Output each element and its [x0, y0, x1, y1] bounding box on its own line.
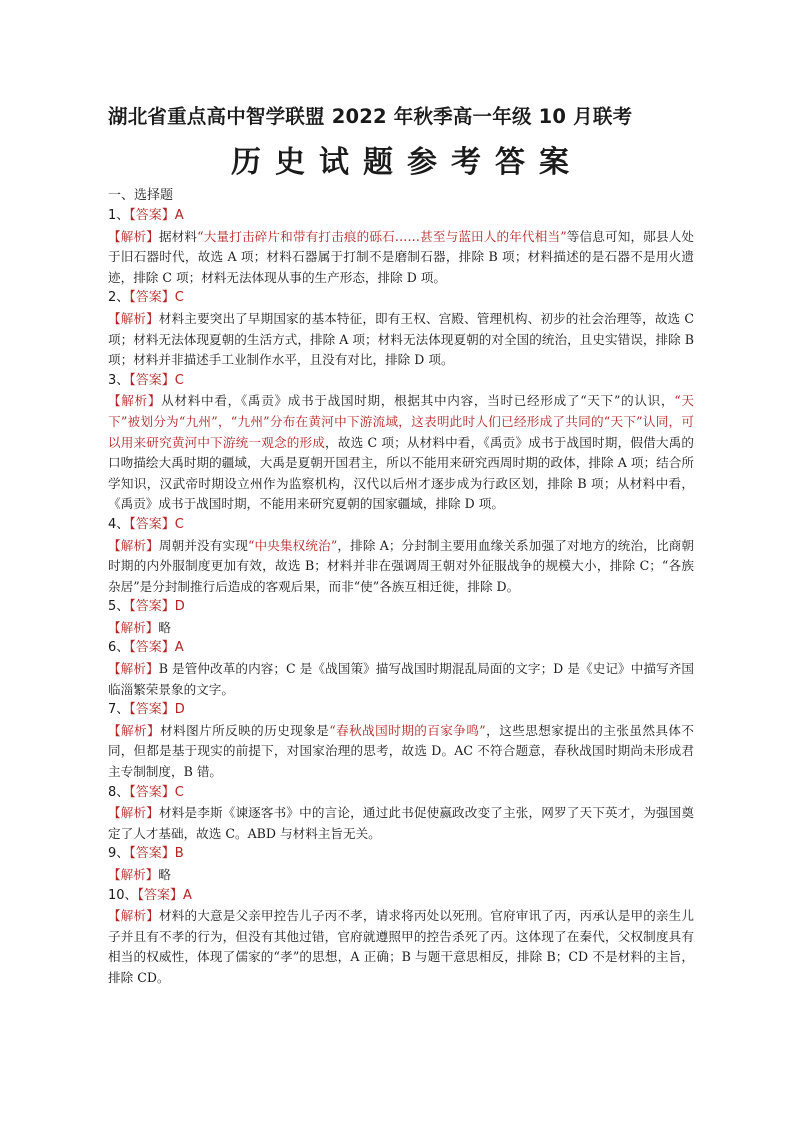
answer-line [108, 288, 694, 309]
question-number: 5、 [108, 599, 130, 615]
question-item [108, 206, 694, 288]
answer-line [108, 371, 694, 392]
answer-line [108, 638, 694, 659]
question-list [108, 206, 694, 989]
question-item [108, 783, 694, 845]
question-item [108, 886, 694, 989]
question-number: 8、 [108, 784, 130, 800]
analysis-body: 略 [158, 619, 171, 635]
analysis-label: 【解析】 [108, 805, 159, 821]
analysis-quote: “中央集权统治” [247, 537, 338, 553]
analysis-label: 【解析】 [108, 393, 162, 409]
analysis-text [108, 227, 694, 289]
analysis-label: 【解析】 [108, 661, 159, 677]
answer-value: 【答案】A [129, 208, 184, 223]
question-item [108, 844, 694, 885]
answer-line [108, 844, 694, 865]
analysis-text [108, 721, 694, 783]
analysis-text [108, 659, 694, 700]
question-item [108, 371, 694, 515]
analysis-body-cont: ，故选 C 项；从材料中看，《禹贡》成书于战国时期，假借大禹的口吻描绘大禹时期的疆域，大禹是夏朝开国君主，所以不能用来研究西周时期的政体，排除 A 项；结合所学知识，汉武帝时期设立州作为监察机构，汉代以后州才逐步成为行政区划，排除 B 项；从材料中看，《禹贡》成书于战国时期，不能用来研究夏朝的国家疆域，排除 D 项。 [108, 434, 695, 512]
question-number: 10、 [108, 887, 138, 903]
analysis-body-cont: 等信息可知，郧县人处于旧石器时代，故选 A 项；材料石器属于打制不是磨制石器，排除 B 项；材料描述的是石器不是用火遗迹，排除 C 项；材料无法体现从事的生产形态，排除 D 项。 [108, 228, 695, 285]
answer-value: 【答案】A [137, 887, 192, 903]
question-item [108, 638, 694, 700]
answer-line [108, 515, 694, 536]
analysis-quote: “天下”被划分为“九州”，“九州”分布在黄河中下游流域，这表明此时人们已经形成了共同的“天下”认同，可以用来研究黄河中下游统一观念的形成 [108, 393, 694, 450]
question-item [108, 597, 694, 638]
analysis-body: 材料主要突出了早期国家的基本特征，即有王权、宫殿、管理机构、初步的社会治理等，故选 C 项；材料无法体现夏朝的生活方式，排除 A 项；材料无法体现夏朝的对全国的统治，且史实错误，排除 B 项；材料并非描述手工业制作水平，且没有对比，排除 D 项。 [108, 310, 695, 368]
analysis-body: 从材料中看，《禹贡》成书于战国时期，根据其中内容，当时已经形成了“天下”的认识， [161, 393, 675, 409]
analysis-text [108, 906, 694, 988]
question-number: 4、 [108, 516, 130, 532]
analysis-label: 【解析】 [108, 619, 159, 635]
answer-value: 【答案】D [129, 702, 185, 718]
answer-value: 【答案】D [129, 599, 185, 615]
analysis-label: 【解析】 [108, 908, 159, 924]
page-title: 历史试题参考答案 [231, 145, 583, 180]
analysis-label: 【解析】 [108, 228, 159, 244]
question-number: 2、 [108, 290, 130, 306]
analysis-label: 【解析】 [108, 537, 159, 553]
analysis-text [108, 618, 694, 639]
answer-line [108, 597, 694, 618]
analysis-body: 略 [158, 867, 171, 882]
analysis-body: 周朝并没有实现 [158, 537, 248, 553]
analysis-body: 材料的大意是父亲甲控告儿子丙不孝，请求将丙处以死刑。官府审讯了丙，丙承认是甲的亲生儿子并且有不孝的行为，但没有其他过错，官府就遵照甲的控告杀死了丙。这体现了在秦代，父权制度具有相当的权威性，体现了儒家的“孝”的思想，A 正确；B 与题干意思相反，排除 B；CD 不是材料的主旨，排除 CD。 [108, 908, 695, 985]
analysis-text [108, 865, 694, 886]
question-number: 7、 [108, 702, 130, 718]
analysis-body: B 是管仲改革的内容；C 是《战国策》描写战国时期混乱局面的文字；D 是《史记》中描写齐国临淄繁荣景象的文字。 [108, 661, 695, 697]
answer-value: 【答案】C [129, 784, 184, 800]
question-item [108, 700, 694, 782]
analysis-body-cont: ，这些思想家提出的主张虽然具体不同，但都是基于现实的前提下，对国家治理的思考，故选 D。AC 不符合题意，春秋战国时期尚未形成君主专制制度，B 错。 [108, 722, 694, 780]
question-number: 1、 [108, 208, 130, 223]
answer-line [108, 886, 694, 907]
analysis-body: 材料图片所反映的历史现象是 [160, 722, 330, 738]
answer-line [108, 206, 694, 227]
answer-value: 【答案】A [129, 640, 184, 656]
analysis-quote: “大量打击碎片和带有打击痕的砾石……甚至与蓝田人的年代相当” [197, 228, 567, 244]
exam-header: 湖北省重点高中智学联盟 2022 年秋季高一年级 10 月联考 [108, 105, 633, 128]
question-number: 3、 [108, 372, 130, 388]
analysis-label: 【解析】 [108, 867, 159, 882]
answer-value: 【答案】C [129, 516, 184, 532]
analysis-text [108, 536, 694, 598]
question-item [108, 288, 694, 370]
answer-value: 【答案】C [129, 290, 184, 306]
question-item [108, 515, 694, 597]
question-number: 6、 [108, 640, 130, 656]
analysis-label: 【解析】 [108, 722, 161, 738]
analysis-text [108, 391, 694, 515]
analysis-body: 据材料 [158, 228, 198, 244]
analysis-quote: “春秋战国时期的百家争鸣” [329, 722, 486, 738]
answer-line [108, 783, 694, 804]
answer-line [108, 700, 694, 721]
analysis-body: 材料是李斯《谏逐客书》中的言论，通过此书促使嬴政改变了主张，网罗了天下英才，为强国奠定了人才基础，故选 C。ABD 与材料主旨无关。 [108, 805, 695, 841]
analysis-label: 【解析】 [108, 310, 159, 326]
analysis-text [108, 803, 694, 844]
answer-value: 【答案】B [129, 846, 184, 862]
analysis-text [108, 309, 694, 371]
section-heading: 一、选择题 [108, 188, 174, 203]
answer-value: 【答案】C [129, 372, 184, 388]
analysis-body-cont: ，排除 A；分封制主要用血缘关系加强了对地方的统治，比商朝时期的内外服制度更加有效，故选 B；材料并非在强调周王朝对外征服战争的规模大小，排除 C；“各族杂居”是分封制推行后造成的客观后果，而非“使”各族互相迁徙，排除 D。 [108, 537, 695, 594]
question-number: 9、 [108, 846, 130, 862]
